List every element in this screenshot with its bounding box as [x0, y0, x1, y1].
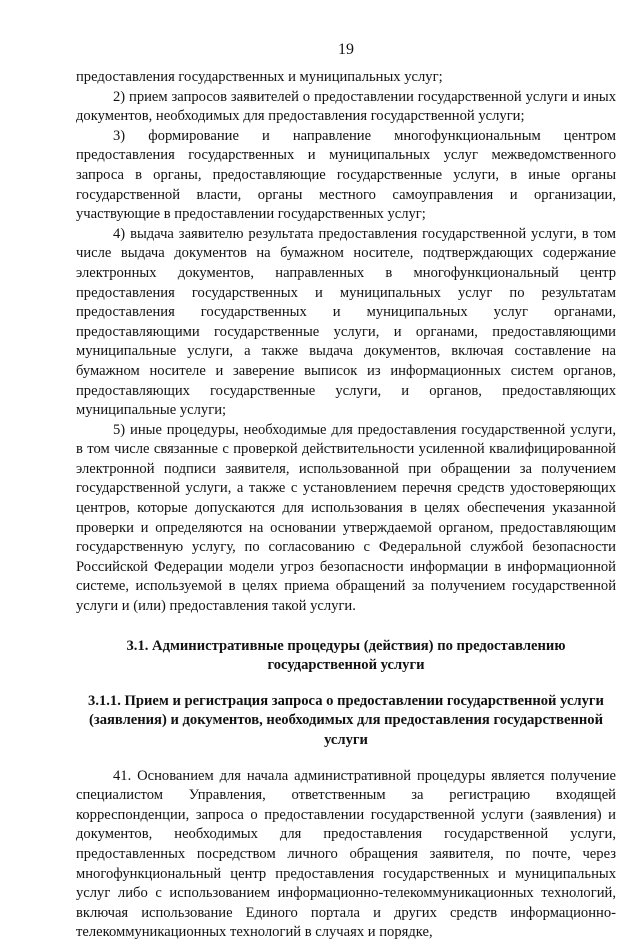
page-number: 19: [338, 41, 354, 58]
paragraph-item-2: 2) прием запросов заявителей о предоставлении государственной услуги и иных документов, необходимых для предоставления государственной услуги;: [76, 88, 616, 125]
paragraph-continuation: предоставления государственных и муниципальных услуг;: [76, 69, 443, 85]
paragraph-item-41: 41. Основанием для начала административной процедуры является получение специалистом Управления, ответственным за регистрацию входящей корреспонденции, запроса о предоставлении государственной услуги (заявления) и документов, необходимых для предоставления государственной услуги, предоставленных посредством личного обращения заявителя, по почте, через многофункциональный центр предоставления государственных и муниципальных услуг либо с использованием информационно-телекоммуникационных технологий, включая использование Единого портала и других средств информационно-телекоммуникационных технологий в случаях и порядке,: [76, 767, 616, 941]
spacer: [76, 751, 616, 767]
paragraph-item-4: 4) выдача заявителю результата предоставления государственной услуги, в том числе выдача документов на бумажном носителе, подтверждающих содержание электронных документов, направленных в многофункциональный центр предоставления государственных и муниципальных услуг по результатам предоставления государственных и муниципальных услуг органами, предоставляющими государственные услуги, и органами, предоставляющими муниципальные услуги, а также выдача документов, включая составление на бумажном носителе и заверение выписок из информационных систем органов, предоставляющих государственные услуги, и органов, предоставляющих муниципальные услуги;: [76, 225, 616, 419]
paragraph-item-3: 3) формирование и направление многофункциональным центром предоставления государственных и муниципальных услуг межведомственного запроса в органы, предоставляющие государственные услуги, в иные органы государственной власти, органы местного самоуправления и организации, участвующие в предоставлении государственных услуг;: [76, 127, 616, 223]
spacer: [76, 676, 616, 692]
paragraph-item-5: 5) иные процедуры, необходимые для предоставления государственной услуги, в том числе связанные с проверкой действительности усиленной квалифицированной электронной подписи заявителя, использованной при обращении за получением государственной услуги, а также с установлением перечня средств удостоверяющих центров, которые допускаются для использования в целях обеспечения указанной проверки и определяются на основании утверждаемой органом, предоставляющим государственную услугу, по согласованию с Федеральной службой безопасности Российской Федерации модели угроз безопасности информации в информационной системе, используемой в целях приема обращений за получением государственной услуги и (или) предоставления такой услуги.: [76, 421, 616, 615]
document-page: [76, 40, 616, 943]
section-heading-3-1-1: 3.1.1. Прием и регистрация запроса о предоставлении государственной услуги (заявления) и документов, необходимых для предоставления государственной услуги: [88, 692, 604, 748]
spacer: [76, 60, 616, 68]
spacer: [76, 617, 616, 637]
section-heading-3-1: 3.1. Административные процедуры (действия) по предоставлению государственной услуги: [126, 637, 566, 674]
